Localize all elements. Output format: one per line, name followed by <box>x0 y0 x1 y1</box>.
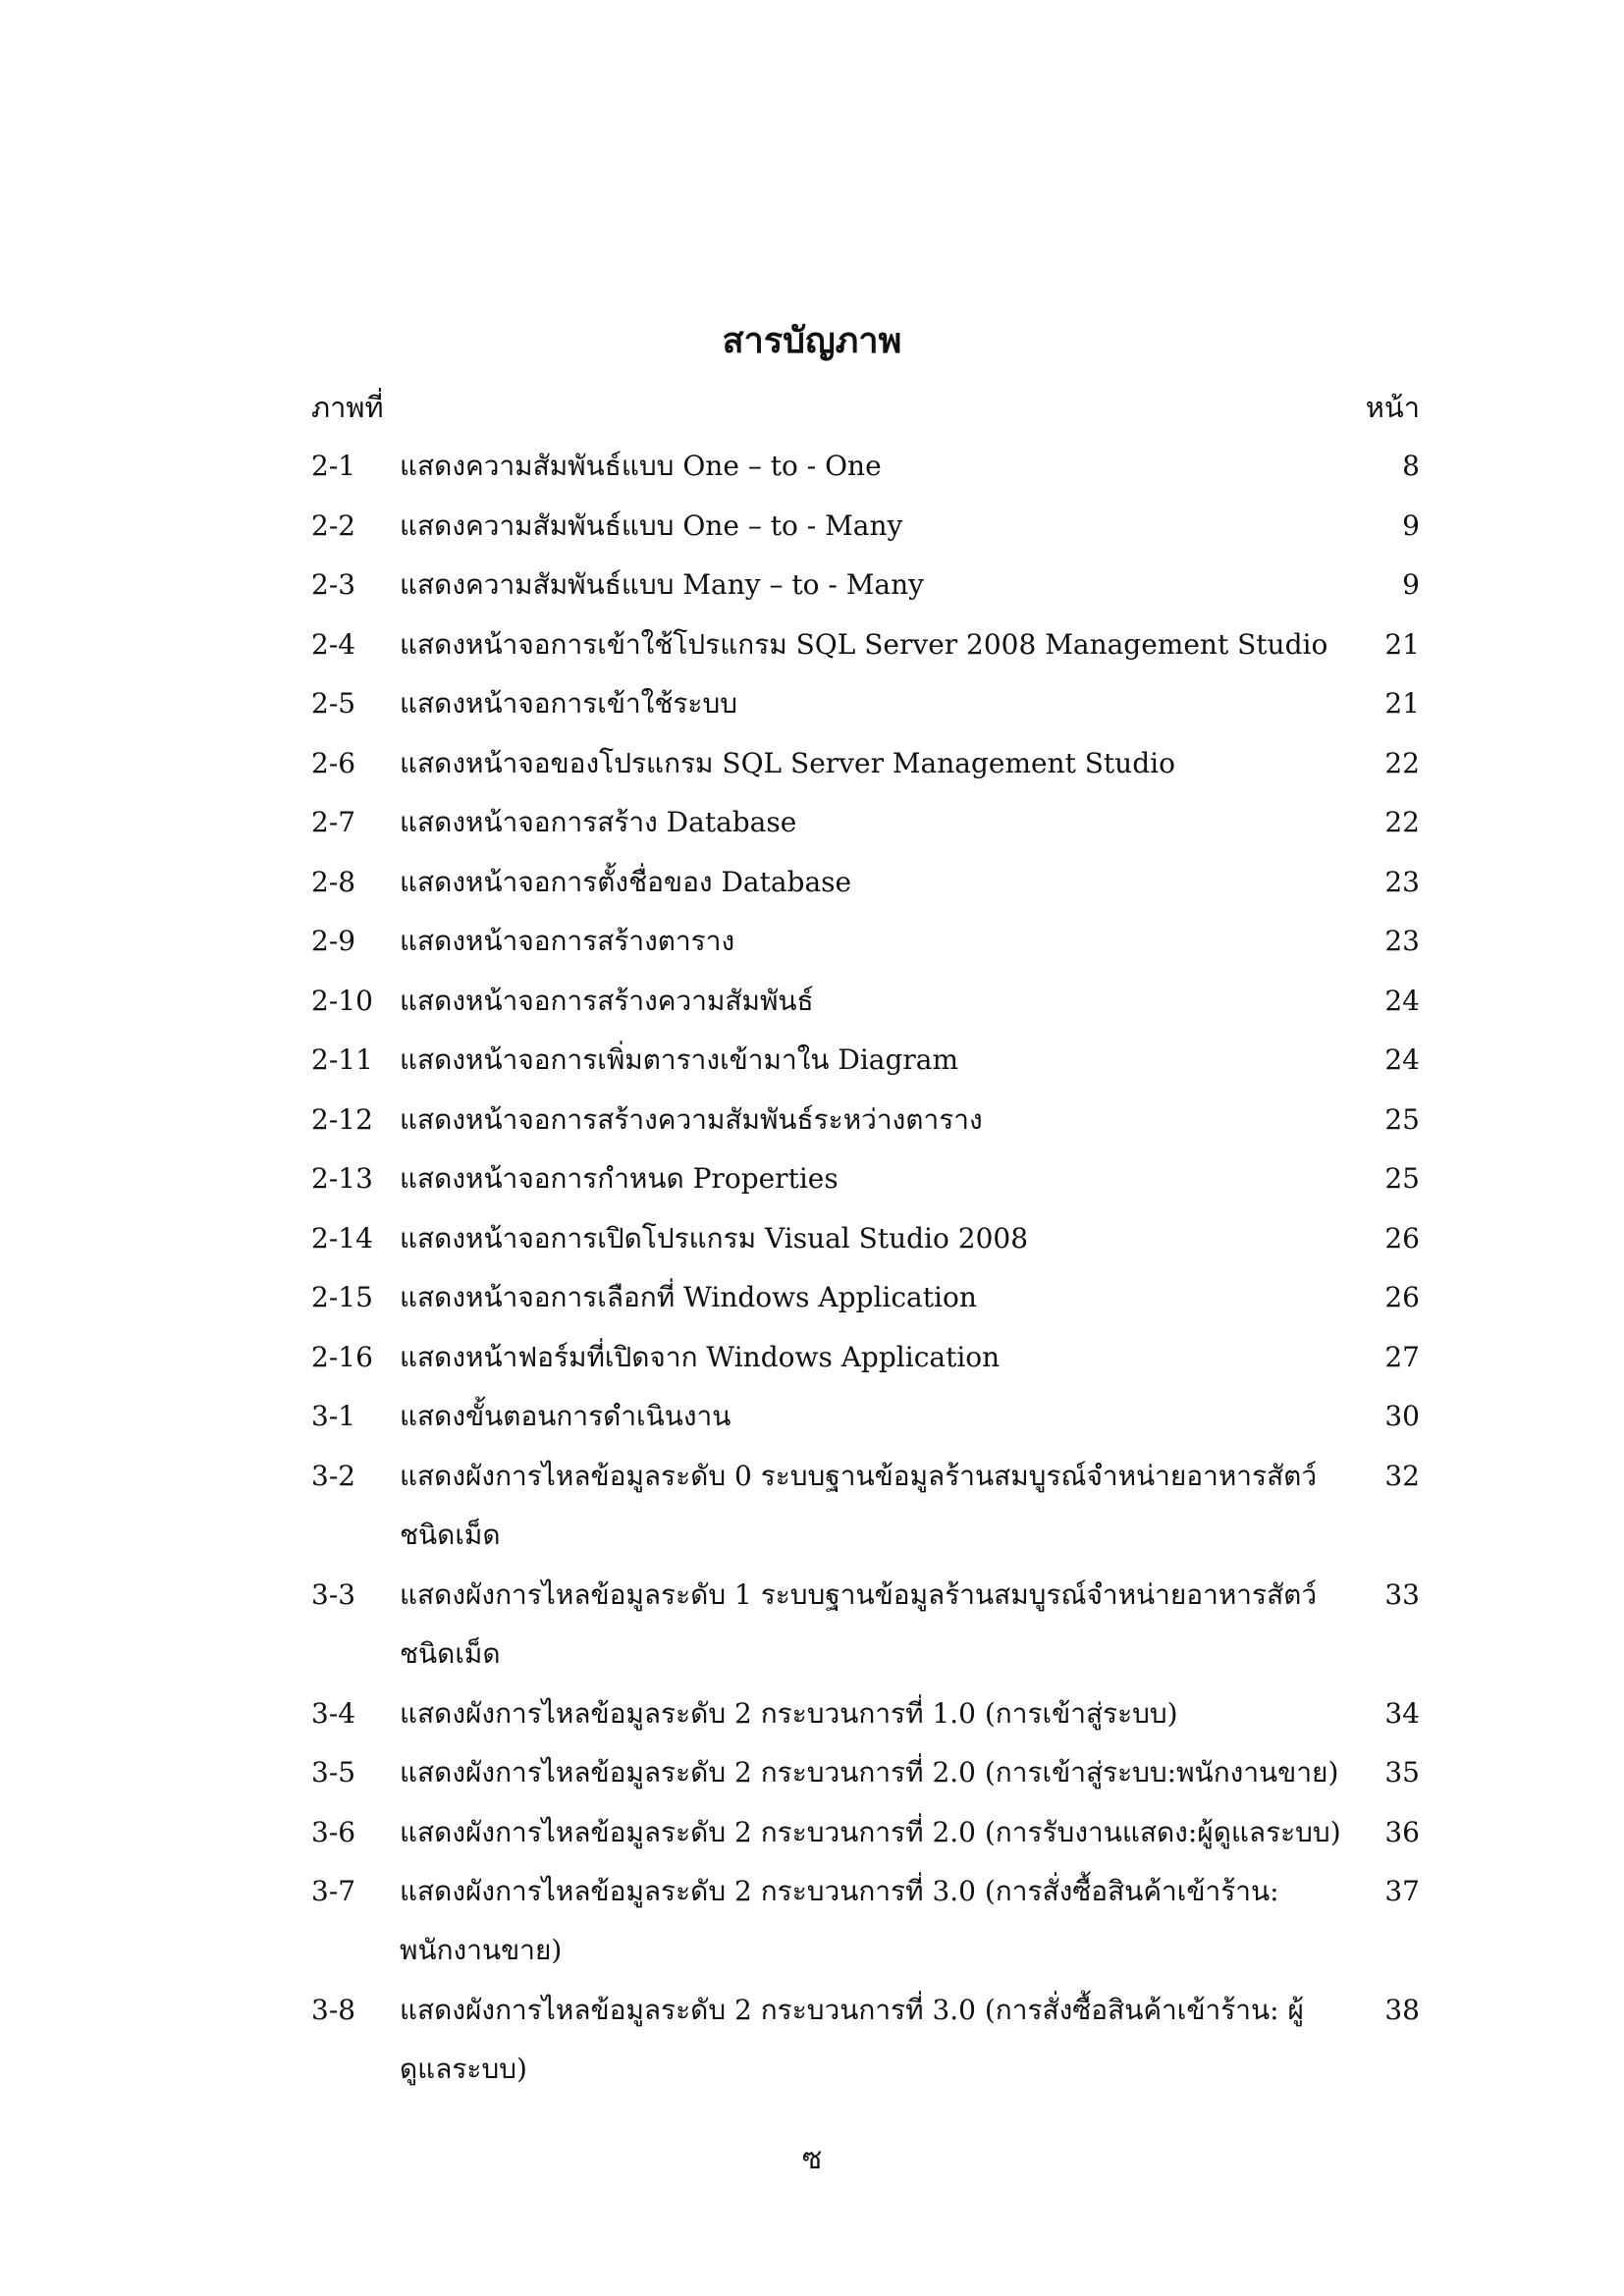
list-item <box>0 1689 1624 1749</box>
figure-caption: แสดงหน้าจอการเลือกที่ Windows Application <box>400 1281 977 1313</box>
page-number: 33 <box>1384 1577 1420 1611</box>
list-item <box>0 561 1624 620</box>
list-item <box>0 1095 1624 1155</box>
page-number: 22 <box>1384 806 1420 838</box>
figure-caption: แสดงผังการไหลข้อมูลระดับ 2 กระบวนการที่ 3.0 (การสั่งซื้อสินค้าเข้าร้าน: ผู้ดูแลระบบ) <box>400 1994 1304 2085</box>
list-item <box>0 1036 1624 1095</box>
list-item <box>0 442 1624 502</box>
figure-caption: แสดงผังการไหลข้อมูลระดับ 2 กระบวนการที่ 3.0 (การสั่งซื้อสินค้าเข้าร้าน: พนักงานขาย) <box>400 1875 1279 1966</box>
figure-caption: แสดงหน้าจอการเพิ่มตารางเข้ามาใน Diagram <box>400 1043 959 1076</box>
page-number: 25 <box>1384 1102 1420 1136</box>
figure-caption: แสดงความสัมพันธ์แบบ One – to - Many <box>400 508 903 542</box>
list-item <box>0 1986 1624 2105</box>
page-number: 24 <box>1384 1043 1420 1076</box>
list-item <box>0 679 1624 739</box>
figure-number: 2-7 <box>311 806 356 838</box>
list-item <box>0 502 1624 561</box>
figure-caption: แสดงขั้นตอนการดำเนินงาน <box>400 1400 731 1432</box>
page-number: 21 <box>1384 687 1420 720</box>
figure-caption: แสดงความสัมพันธ์แบบ One – to - One <box>400 450 882 482</box>
page-number: 35 <box>1384 1756 1420 1789</box>
list-item <box>0 858 1624 918</box>
page-number: 24 <box>1384 984 1420 1017</box>
figure-number: 2-9 <box>311 925 356 957</box>
figure-caption: แสดงผังการไหลข้อมูลระดับ 1 ระบบฐานข้อมูลร้านสมบูรณ์จำหน่ายอาหารสัตว์ ชนิดเม็ด <box>400 1577 1318 1670</box>
page-number: 23 <box>1384 865 1420 898</box>
page-number: 30 <box>1384 1400 1420 1432</box>
page-number: 23 <box>1384 925 1420 957</box>
page-number: 8 <box>1402 450 1420 482</box>
list-item <box>0 1867 1624 1986</box>
page-number: 9 <box>1402 568 1420 601</box>
figure-caption: แสดงหน้าจอการสร้างความสัมพันธ์ <box>400 984 814 1017</box>
page-number: 25 <box>1384 1162 1420 1195</box>
figure-caption: แสดงหน้าจอการสร้างความสัมพันธ์ระหว่างตาราง <box>400 1102 983 1136</box>
list-item <box>0 1392 1624 1452</box>
figure-caption: แสดงหน้าจอการสร้าง Database <box>400 806 797 838</box>
figure-number: 2-8 <box>311 865 356 898</box>
figure-number: 2-12 <box>311 1102 373 1136</box>
figure-number: 2-2 <box>311 508 356 542</box>
page-number: 36 <box>1384 1815 1420 1848</box>
figure-number: 3-7 <box>311 1875 356 1907</box>
list-item <box>0 1333 1624 1393</box>
page-number: 26 <box>1384 1221 1420 1255</box>
page-number: 34 <box>1384 1696 1420 1730</box>
column-header-page: หน้า <box>1365 391 1420 424</box>
figure-number: 3-2 <box>311 1459 356 1492</box>
figure-number: 2-15 <box>311 1281 373 1313</box>
list-item <box>0 1571 1624 1689</box>
figure-caption: แสดงหน้าจอการสร้างตาราง <box>400 925 735 957</box>
list-item <box>0 620 1624 680</box>
list-item <box>0 1748 1624 1808</box>
page-number: 37 <box>1384 1875 1420 1907</box>
figure-caption: แสดงหน้าจอของโปรแกรม SQL Server Management Studio <box>400 746 1175 779</box>
figure-caption: แสดงผังการไหลข้อมูลระดับ 0 ระบบฐานข้อมูลร้านสมบูรณ์จำหน่ายอาหารสัตว์ ชนิดเม็ด <box>400 1459 1318 1551</box>
figure-number: 3-1 <box>311 1400 356 1432</box>
page-number: 32 <box>1384 1459 1420 1492</box>
figure-number: 2-5 <box>311 687 356 720</box>
figure-caption: แสดงหน้าจอการเข้าใช้ระบบ <box>400 687 737 720</box>
list-item <box>0 798 1624 858</box>
list-item <box>0 1154 1624 1214</box>
column-header-figure: ภาพที่ <box>311 391 384 424</box>
figure-number: 2-16 <box>311 1340 373 1373</box>
figure-caption: แสดงผังการไหลข้อมูลระดับ 2 กระบวนการที่ 2.0 (การรับงานแสดง:ผู้ดูแลระบบ) <box>400 1815 1341 1848</box>
list-item <box>0 1808 1624 1868</box>
list-item <box>0 739 1624 799</box>
figure-number: 3-8 <box>311 1994 356 2026</box>
figure-number: 2-10 <box>311 984 373 1017</box>
figure-caption: แสดงผังการไหลข้อมูลระดับ 2 กระบวนการที่ 1.0 (การเข้าสู่ระบบ) <box>400 1696 1178 1730</box>
list-item <box>0 917 1624 977</box>
figure-number: 2-14 <box>311 1221 373 1255</box>
figure-number: 3-4 <box>311 1696 356 1730</box>
page-number: 9 <box>1402 508 1420 542</box>
figure-number: 2-1 <box>311 450 356 482</box>
figure-number: 2-4 <box>311 627 356 661</box>
figure-caption: แสดงความสัมพันธ์แบบ Many – to - Many <box>400 568 924 601</box>
figure-list <box>0 442 1624 2105</box>
list-item <box>0 977 1624 1037</box>
page-number: 22 <box>1384 746 1420 779</box>
page-number: 27 <box>1384 1340 1420 1373</box>
figure-caption: แสดงผังการไหลข้อมูลระดับ 2 กระบวนการที่ 2.0 (การเข้าสู่ระบบ:พนักงานขาย) <box>400 1756 1339 1789</box>
figure-caption: แสดงหน้าจอการตั้งชื่อของ Database <box>400 865 852 898</box>
list-item <box>0 1214 1624 1274</box>
page-title: สารบัญภาพ <box>722 320 902 361</box>
list-item <box>0 1273 1624 1333</box>
figure-caption: แสดงหน้าจอการกำหนด Properties <box>400 1162 839 1195</box>
figure-number: 2-11 <box>311 1043 373 1076</box>
figure-caption: แสดงหน้าฟอร์มที่เปิดจาก Windows Application <box>400 1340 1001 1373</box>
figure-number: 2-3 <box>311 568 356 601</box>
page-number: 38 <box>1384 1994 1420 2026</box>
page-number-footer: ซ <box>801 2142 823 2176</box>
figure-number: 2-6 <box>311 746 356 779</box>
list-item <box>0 1452 1624 1571</box>
figure-caption: แสดงหน้าจอการเข้าใช้โปรแกรม SQL Server 2008 Management Studio <box>400 627 1328 661</box>
page-number: 21 <box>1384 627 1420 661</box>
figure-number: 2-13 <box>311 1162 373 1195</box>
figure-number: 3-6 <box>311 1815 356 1848</box>
figure-number: 3-5 <box>311 1756 356 1789</box>
page-number: 26 <box>1384 1281 1420 1313</box>
figure-number: 3-3 <box>311 1577 356 1611</box>
figure-caption: แสดงหน้าจอการเปิดโปรแกรม Visual Studio 2008 <box>400 1221 1029 1255</box>
